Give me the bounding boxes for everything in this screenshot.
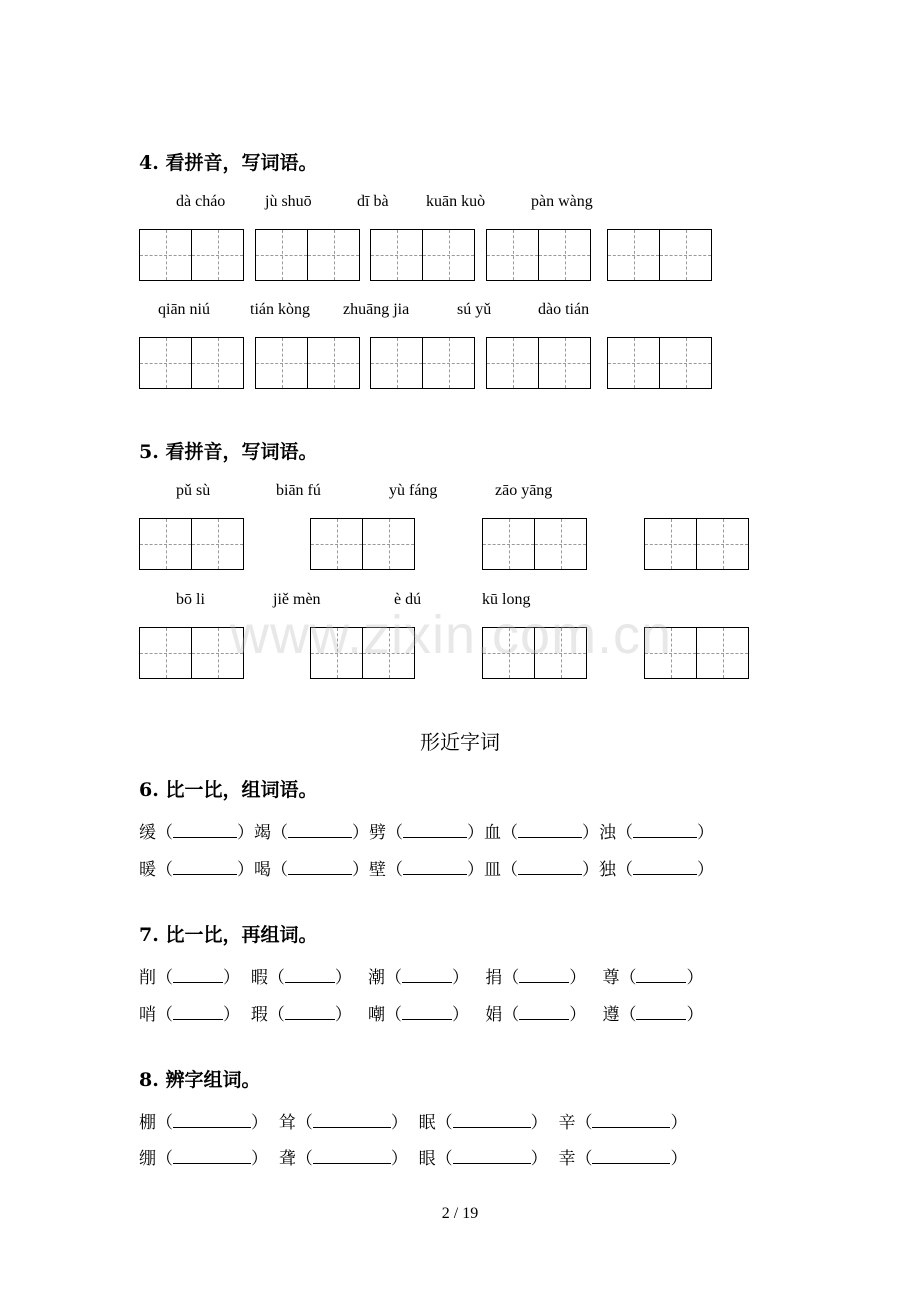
- character: 眠: [418, 1113, 436, 1133]
- pinyin-label: zāo yāng: [495, 482, 553, 499]
- pinyin-label: jù shuō: [265, 193, 312, 210]
- character: 瑕: [250, 1005, 268, 1025]
- character: 耸: [278, 1113, 296, 1133]
- word-row: 暖（ ）喝（ ）壁（ ）皿（ ）独（ ）: [139, 860, 714, 880]
- character: 劈: [369, 823, 386, 843]
- pinyin-label: yù fáng: [389, 482, 438, 499]
- question-4-title: 4. 看拼音，写词语。: [139, 152, 318, 174]
- character: 娟: [485, 1005, 503, 1025]
- pinyin-label: kū long: [482, 591, 531, 608]
- word-row: 绷（ ） 聋（ ） 眼（ ） 幸（ ）: [139, 1149, 688, 1169]
- page-number: 2 / 19: [441, 1205, 479, 1222]
- writing-grid-box[interactable]: [486, 337, 591, 389]
- character: 皿: [484, 860, 501, 880]
- pinyin-label: è dú: [394, 591, 422, 608]
- answer-blank[interactable]: [313, 1113, 391, 1128]
- character: 幸: [558, 1149, 576, 1169]
- writing-grid-box[interactable]: [139, 229, 244, 281]
- writing-grid-box[interactable]: [486, 229, 591, 281]
- answer-blank[interactable]: [173, 1005, 223, 1020]
- character: 嘲: [368, 1005, 386, 1025]
- answer-blank[interactable]: [519, 968, 569, 983]
- pinyin-label: pǔ sù: [176, 482, 211, 499]
- character: 竭: [254, 823, 271, 843]
- watermark: www.zixin.com.cn: [230, 605, 673, 665]
- answer-blank[interactable]: [313, 1149, 391, 1164]
- character: 缓: [139, 823, 156, 843]
- answer-blank[interactable]: [173, 968, 223, 983]
- character: 捐: [485, 968, 503, 988]
- answer-blank[interactable]: [173, 823, 237, 838]
- question-8-title: 8. 辨字组词。: [139, 1069, 261, 1091]
- writing-grid-box[interactable]: [607, 229, 712, 281]
- word-row: 哨（ ） 瑕（ ） 嘲（ ） 娟（ ） 遵（ ）: [139, 1005, 704, 1025]
- answer-blank[interactable]: [173, 1149, 251, 1164]
- character: 喝: [254, 860, 271, 880]
- character: 壁: [369, 860, 386, 880]
- question-7-title: 7. 比一比，再组词。: [139, 924, 318, 946]
- writing-grid-box[interactable]: [255, 337, 360, 389]
- character: 眼: [418, 1149, 436, 1169]
- writing-grid-box[interactable]: [482, 518, 587, 570]
- question-5-title: 5. 看拼音，写词语。: [139, 441, 318, 463]
- question-6-title: 6. 比一比，组词语。: [139, 779, 318, 801]
- answer-blank[interactable]: [453, 1113, 531, 1128]
- word-row: 棚（ ） 耸（ ） 眠（ ） 辛（ ）: [139, 1113, 688, 1133]
- character: 浊: [599, 823, 616, 843]
- answer-blank[interactable]: [288, 823, 352, 838]
- answer-blank[interactable]: [285, 968, 335, 983]
- writing-grid-box[interactable]: [139, 337, 244, 389]
- answer-blank[interactable]: [633, 823, 697, 838]
- character: 棚: [139, 1113, 156, 1133]
- pinyin-label: jiě mèn: [273, 591, 321, 608]
- word-row: 削（ ） 暇（ ） 潮（ ） 捐（ ） 尊（ ）: [139, 968, 704, 988]
- character: 削: [139, 968, 156, 988]
- answer-blank[interactable]: [173, 1113, 251, 1128]
- character: 遵: [602, 1005, 620, 1025]
- answer-blank[interactable]: [592, 1149, 670, 1164]
- answer-blank[interactable]: [519, 1005, 569, 1020]
- answer-blank[interactable]: [288, 860, 352, 875]
- writing-grid-box[interactable]: [370, 337, 475, 389]
- pinyin-label: dī bà: [357, 193, 389, 210]
- word-row: 缓（ ）竭（ ）劈（ ）血（ ）浊（ ）: [139, 823, 714, 843]
- character: 辛: [558, 1113, 576, 1133]
- answer-blank[interactable]: [285, 1005, 335, 1020]
- writing-grid-box[interactable]: [310, 518, 415, 570]
- character: 血: [484, 823, 501, 843]
- character: 哨: [139, 1005, 156, 1025]
- writing-grid-box[interactable]: [139, 518, 244, 570]
- answer-blank[interactable]: [402, 1005, 452, 1020]
- pinyin-label: sú yǔ: [457, 301, 492, 318]
- pinyin-label: tián kòng: [250, 301, 310, 318]
- answer-blank[interactable]: [402, 968, 452, 983]
- answer-blank[interactable]: [633, 860, 697, 875]
- character: 暖: [139, 860, 156, 880]
- writing-grid-box[interactable]: [255, 229, 360, 281]
- writing-grid-box[interactable]: [607, 337, 712, 389]
- pinyin-label: dà cháo: [176, 193, 226, 210]
- pinyin-label: bō li: [176, 591, 205, 608]
- pinyin-label: qiān niú: [158, 301, 210, 318]
- answer-blank[interactable]: [173, 860, 237, 875]
- answer-blank[interactable]: [636, 1005, 686, 1020]
- pinyin-label: biān fú: [276, 482, 321, 499]
- pinyin-label: zhuāng jia: [343, 301, 410, 318]
- writing-grid-box[interactable]: [139, 627, 244, 679]
- answer-blank[interactable]: [518, 860, 582, 875]
- section-heading: 形近字词: [420, 730, 500, 754]
- character: 尊: [602, 968, 620, 988]
- answer-blank[interactable]: [403, 860, 467, 875]
- writing-grid-box[interactable]: [370, 229, 475, 281]
- pinyin-label: pàn wàng: [531, 193, 593, 210]
- answer-blank[interactable]: [636, 968, 686, 983]
- pinyin-label: dào tián: [538, 301, 590, 318]
- character: 聋: [278, 1149, 296, 1169]
- answer-blank[interactable]: [403, 823, 467, 838]
- character: 独: [599, 860, 616, 880]
- character: 暇: [250, 968, 268, 988]
- answer-blank[interactable]: [518, 823, 582, 838]
- answer-blank[interactable]: [592, 1113, 670, 1128]
- answer-blank[interactable]: [453, 1149, 531, 1164]
- character: 潮: [368, 968, 386, 988]
- character: 绷: [139, 1149, 156, 1169]
- writing-grid-box[interactable]: [644, 518, 749, 570]
- pinyin-label: kuān kuò: [426, 193, 486, 210]
